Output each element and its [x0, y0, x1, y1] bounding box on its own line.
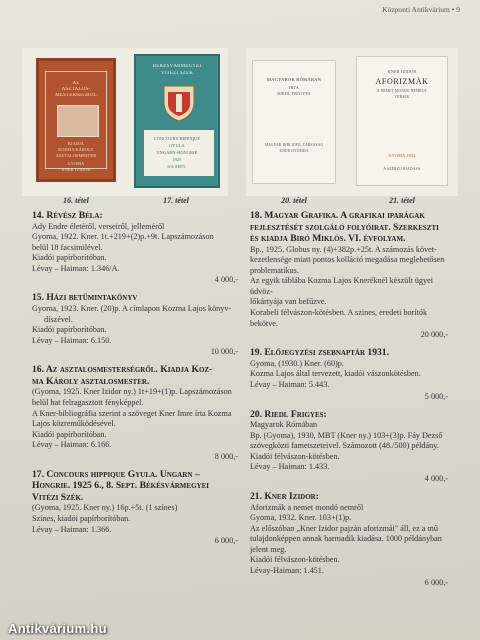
- entry-line: Az előszóban „Kner Izidor pajzán aforizmái" áll, ez a mű: [250, 523, 438, 533]
- entry-title-cont: Hongrie. 1925 6., 8. Sept. Békésvármegyei: [32, 480, 209, 492]
- entry-number: 19.: [250, 347, 262, 359]
- entry-line: szövegközti fametszeteivel. Számozott (48./500) példány.: [250, 441, 439, 451]
- entry-line: problematikus.: [250, 265, 299, 275]
- entry-line: (Gyoma, 1925. Kner ny.) 16p.+5t. (1 színes): [32, 503, 178, 513]
- entry-number: 15.: [32, 292, 44, 304]
- cover-text: KNER IZIDOR: [61, 167, 91, 172]
- cover-text: KNER NYOMDA: [279, 149, 309, 153]
- entry-line: Kiadói papírborítóban.: [32, 429, 107, 439]
- watermark-logo: Antikvárium.hu: [8, 621, 107, 636]
- entry-title: Házi betűmintakönyv: [46, 292, 138, 304]
- entry-line: Korabeli félvászon-kötésben. A szines, eredeti borítók bekötve.: [250, 308, 428, 328]
- entry-line: Lajos közreműködésével.: [32, 419, 116, 429]
- entry-price: 6 000,-: [214, 536, 238, 546]
- entry-line: Lévay – Haiman: 6.150.: [32, 335, 112, 345]
- figure-label-21: 21. tétel: [389, 196, 415, 205]
- entry-title: Magyar Grafika. A grafikai iparágak: [264, 210, 425, 221]
- cover-text: RIEDL FRIGYES: [277, 91, 311, 96]
- book-cover-20: [252, 60, 336, 184]
- entry-line: Magyarok Rómában: [250, 420, 318, 430]
- cover-text: KIADJA: [67, 141, 85, 146]
- entry-title-cont: és kiadja Biró Miklós. VI. évfolyam.: [250, 233, 406, 244]
- catalog-entry-19: [250, 347, 448, 401]
- entry-line: Kiadói papírborítóban.: [32, 253, 107, 263]
- entry-number: 16.: [32, 364, 44, 376]
- catalog-entry-14: [32, 210, 238, 285]
- cover-text: GYULA: [169, 143, 185, 148]
- shield-emblem-icon: [162, 84, 196, 122]
- right-column: [250, 210, 448, 595]
- catalog-entry-20: [250, 409, 448, 484]
- cover-text: VERSEK: [394, 95, 410, 99]
- entry-line: lőkártyája van befűzve.: [250, 297, 327, 307]
- book-cover-16: [36, 58, 116, 182]
- entry-title: Révész Béla:: [46, 210, 103, 221]
- entry-title: Riedl Frigyes:: [264, 408, 327, 420]
- entry-price: 20 000,-: [420, 330, 448, 340]
- entry-line: Ady Endre életéről, verseiről, jelleméről: [32, 221, 165, 231]
- book-cover-21: [356, 56, 448, 186]
- entry-title: Előjegyzési zsebnaptár 1931.: [264, 347, 389, 359]
- entry-title-cont: Vitézi Szék.: [32, 491, 84, 503]
- cover-text: MESTERSÉGRŐL: [55, 93, 97, 98]
- cover-text: MAGYAR BIBLIOFIL TÁRSASÁG: [264, 143, 324, 147]
- entry-line: Gyoma, 1932. Kner. 103+(1)p.: [250, 513, 352, 523]
- entry-line: tulajdonképpen annak harmadik kiadása. 1000 példányban: [250, 534, 442, 544]
- figure-label-16: 16. tétel: [63, 196, 89, 205]
- entry-line: Bp. (Gyoma), 1930, MBT (Kner ny.) 103+(3)p. Fáy Dezső: [250, 430, 443, 440]
- entry-line: Aforizmák a nemet mondó nemről: [250, 502, 364, 512]
- cover-text: 1925: [172, 157, 182, 162]
- entry-number: 20.: [250, 408, 262, 420]
- catalog-entry-18: [250, 210, 448, 340]
- entry-title: Kner Izidor:: [264, 491, 319, 502]
- entry-line: Gyoma, 1923. Kner. (20)p. A címlapon Kozma Lajos könyv-: [32, 303, 232, 313]
- catalog-entry-17: [32, 469, 238, 546]
- figure-label-20: 20. tétel: [281, 196, 307, 205]
- entry-title: Concours hippique Gyula. Ungarn –: [46, 468, 200, 480]
- entry-title: Az asztalosmesterségről. Kiadja Koz-: [45, 364, 213, 376]
- entry-line: Gyoma, (1930.) Kner. (60)p.: [250, 358, 344, 368]
- cover-text: GYOMA 1932: [388, 153, 416, 158]
- entry-title-cont: fejlesztését szolgáló folyóirat. Szerkeszti: [250, 221, 439, 233]
- cover-text: UNGARN-HONGRIE: [156, 150, 198, 155]
- cover-text: KNER IZIDOR: [387, 69, 417, 74]
- cover-text: ASZTALOS-: [61, 87, 91, 92]
- entry-price: 8 000,-: [214, 451, 238, 461]
- entry-number: 18.: [250, 210, 262, 221]
- running-head: Központi Antikvárium • 9: [382, 5, 460, 14]
- catalog-entry-16: [32, 364, 238, 462]
- figure-label-17: 17. tétel: [163, 196, 189, 205]
- entry-line: (Gyoma, 1925. Kner Izidor ny.) 1t+19+(1)p. Lapszámozáson: [32, 387, 232, 397]
- entry-number: 14.: [32, 210, 44, 221]
- cover-text: VITÉZI SZÉK: [160, 71, 194, 76]
- entry-line: díszével.: [44, 314, 73, 324]
- cover-text: A NEMET MONDO NEMRÖL: [376, 89, 428, 93]
- entry-line: Az egyik táblába Kozma Lajos Kneréknél készült ügyei üdvöz-: [250, 276, 434, 296]
- entry-price: 4 000,-: [214, 275, 238, 285]
- cover-text: ASZTALOSMESTER: [55, 153, 97, 158]
- cover-text: KOZMA KÁROLY: [58, 147, 94, 152]
- entry-line: Kozma Lajos által tervezett, kiadói vászonkötésben.: [250, 369, 421, 379]
- entry-number: 17.: [32, 468, 44, 480]
- entry-number: 21.: [250, 491, 262, 502]
- entry-line: jelent meg.: [250, 544, 287, 554]
- entry-price: 6 000,-: [424, 577, 448, 587]
- entry-price: 4 000,-: [424, 474, 448, 483]
- cover-text: AZ: [72, 81, 80, 86]
- entry-line: Lévay – Haiman: 5.443.: [250, 379, 330, 389]
- entry-line: Lévay – Haiman: 6.166.: [32, 440, 112, 450]
- entry-line: belül 18 facsimilével.: [32, 242, 103, 252]
- cover-text: A SZERZŐ KIADÁSA: [383, 167, 421, 171]
- entry-line: kezetlensége miatt pontos kolláció megadása meglehetősen: [250, 255, 445, 265]
- left-column: [32, 210, 238, 553]
- entry-title-cont: ma Károly asztalosmester.: [32, 375, 150, 387]
- entry-line: Színes, kiadói papírborítóban.: [32, 514, 131, 523]
- cover-text: IRTA: [289, 85, 299, 90]
- entry-line: Kiadói papírborítóban.: [32, 325, 107, 335]
- entry-line: Bp., 1925. Globus ny. (4)+382p.+25t. A számozás követ-: [250, 244, 437, 254]
- entry-line: Gyoma, 1922. Kner. 1t.+219+(2)p.+9t. Lapszámozáson: [32, 232, 214, 242]
- entry-line: Lévay – Haiman: 1.433.: [250, 462, 330, 472]
- entry-line: A Kner-bibliográfia szerint a szöveget Kner Imre írta Kozma: [32, 408, 232, 418]
- catalog-entry-15: [32, 292, 238, 357]
- entry-line: Lévay – Haiman: 1.346/A.: [32, 263, 120, 273]
- entry-line: belül hat felragasztott fényképpel.: [32, 397, 144, 407]
- book-cover-17: [134, 54, 220, 188]
- entry-line: Kiadói félvászon-kötésben.: [250, 555, 340, 565]
- cover-text: MAGYAROK RÓMÁBAN: [266, 77, 322, 82]
- entry-line: Lévay – Haiman: 1.366.: [32, 524, 112, 534]
- entry-price: 10 000,-: [210, 347, 238, 357]
- entry-price: 5 000,-: [424, 391, 448, 401]
- catalog-entry-21: [250, 491, 448, 588]
- cover-text: GYOMA: [67, 161, 85, 166]
- entry-line: Kiadói félvászon-kötésben.: [250, 451, 340, 461]
- cover-text: 6-8 SEPT.: [167, 164, 187, 169]
- cover-text: BÉKÉSVÁRMEGYEI: [152, 64, 202, 69]
- cover-text: AFORIZMÁK: [375, 77, 429, 86]
- cover-text: CONCOURS HIPPIQUE: [153, 136, 201, 141]
- entry-line: Lévay-Haiman: 1.451.: [250, 566, 324, 576]
